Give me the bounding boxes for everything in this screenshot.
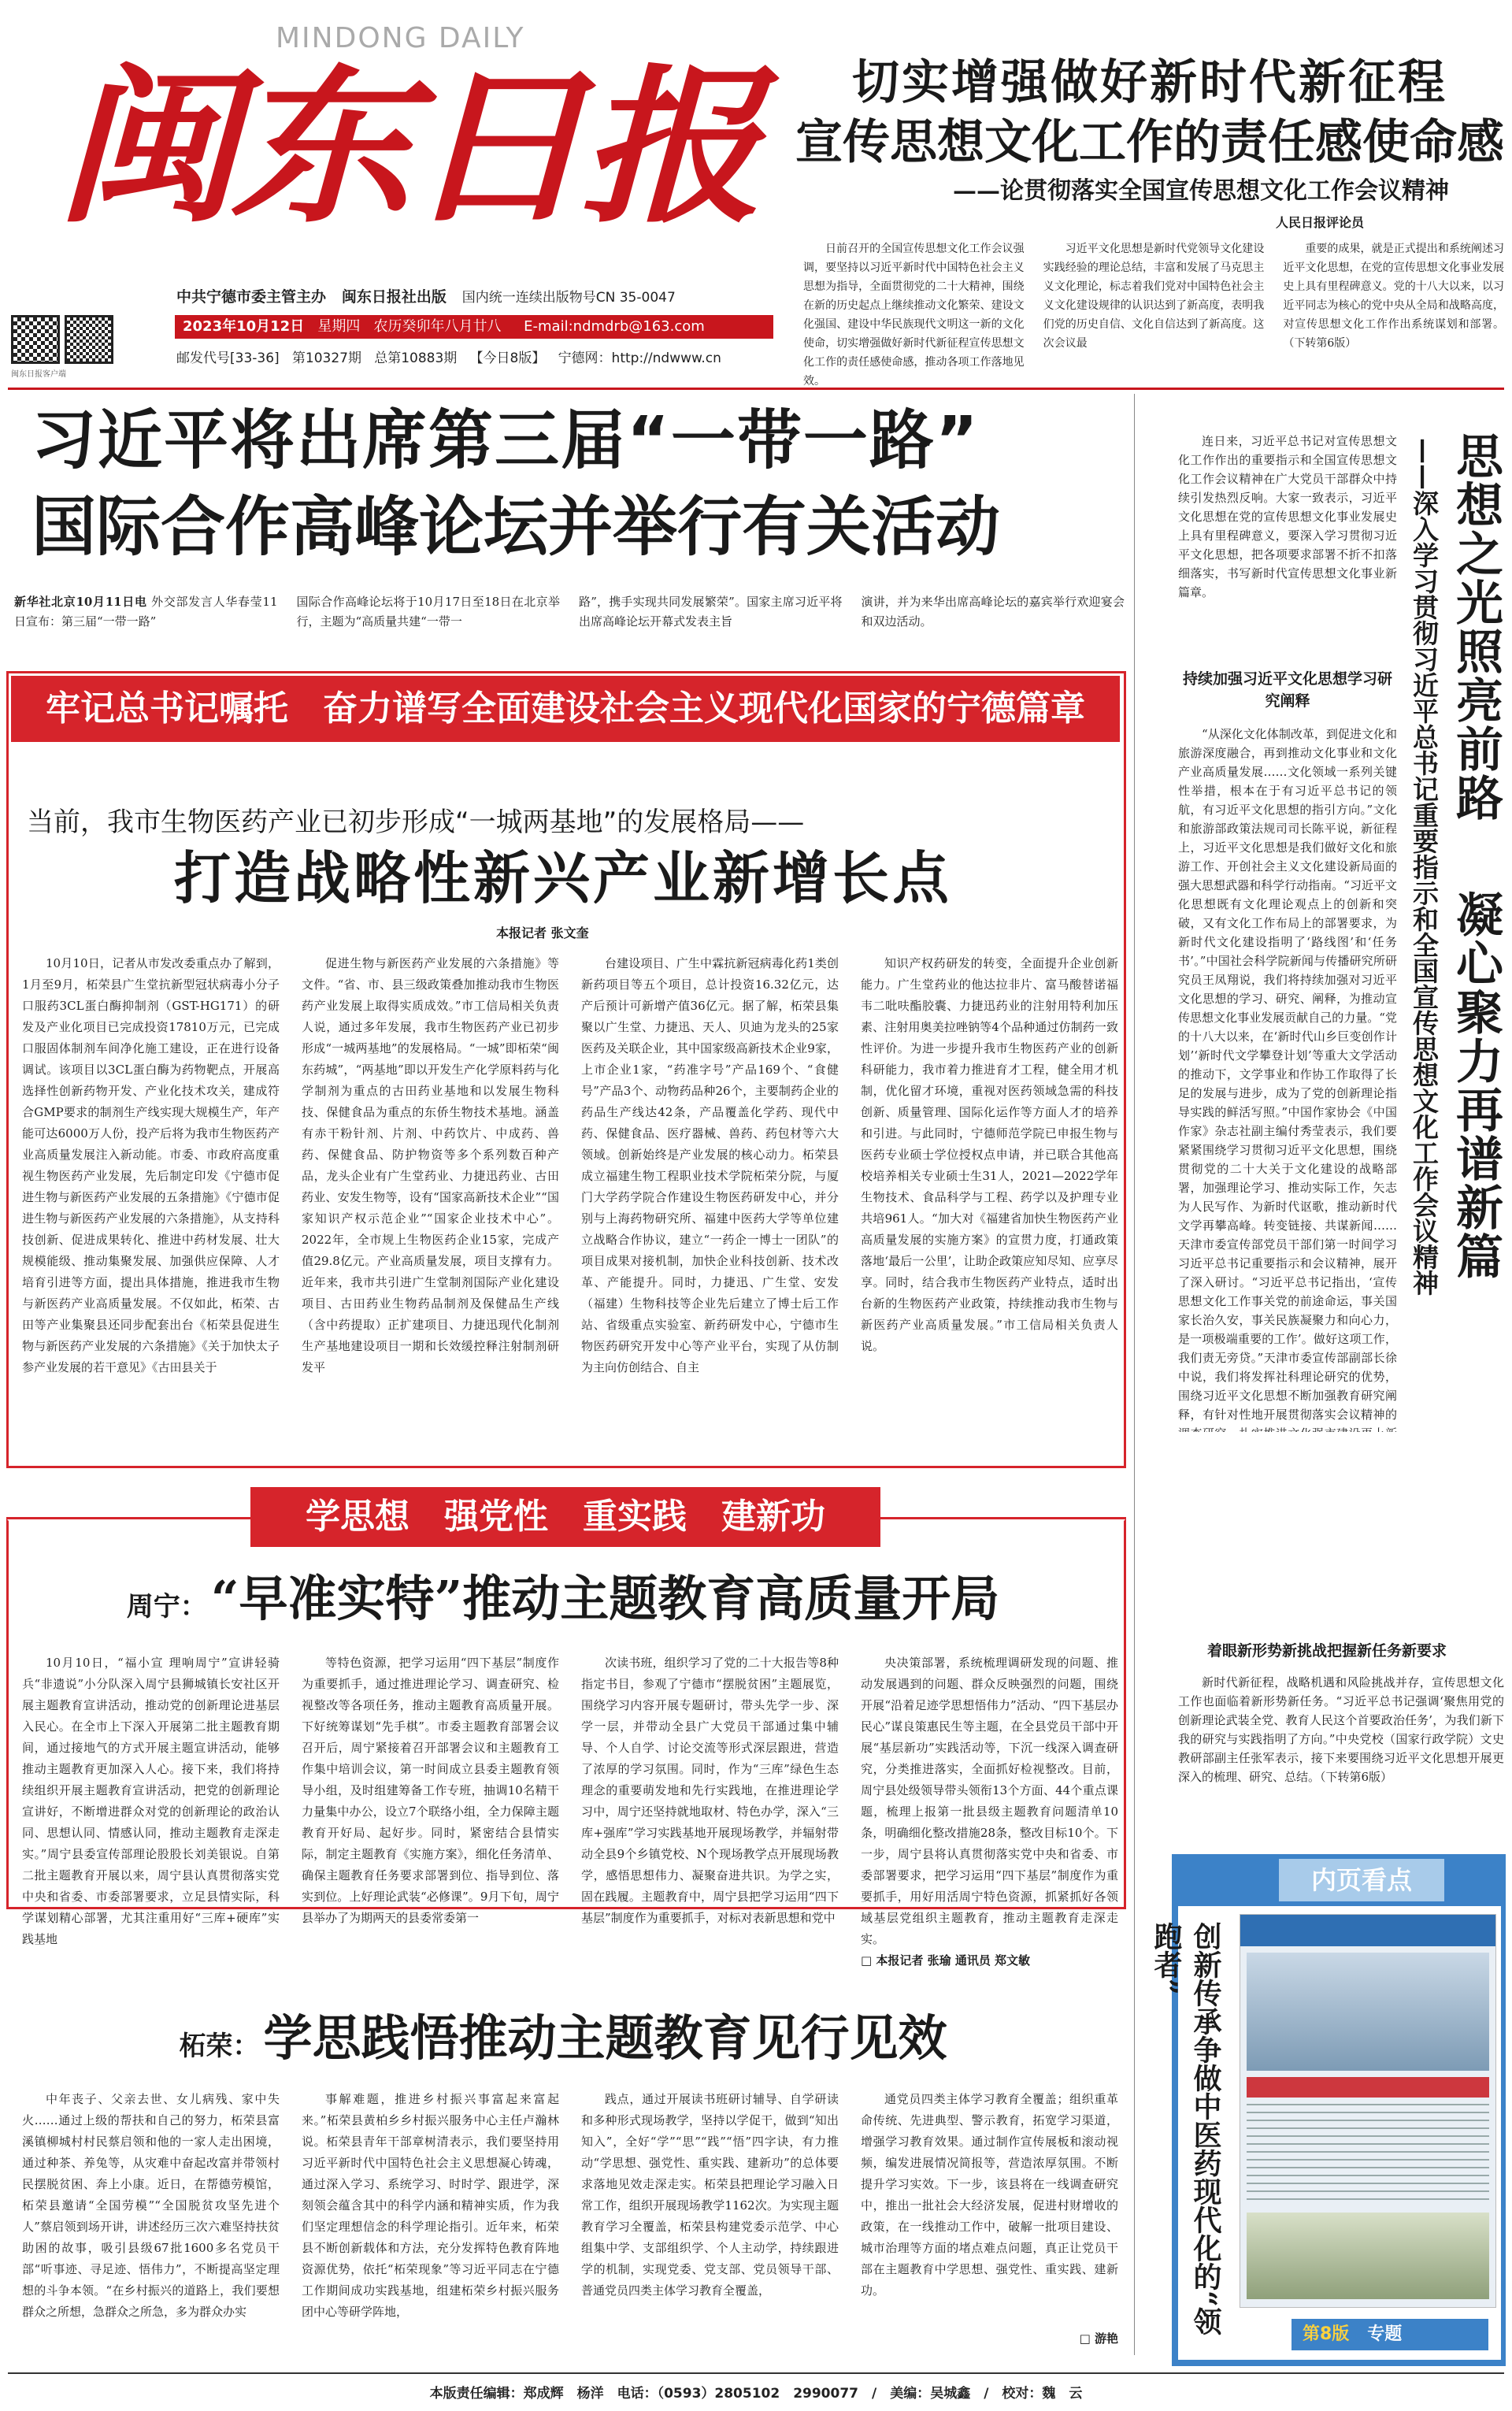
headline-col-2: 国际合作高峰论坛将于10月17日至18日在北京举行，主题为“高质量共建“一带一	[296, 595, 560, 629]
total-issue: 总第10883期	[374, 351, 458, 366]
article3-byline: □ 游艳	[1079, 2331, 1118, 2346]
banner-1-text: 牢记总书记嘱托 奋力谱写全面建设社会主义现代化国家的宁德篇章	[46, 688, 1085, 729]
postal-code: 邮发代号[33-36]	[176, 351, 280, 366]
thumb-heading	[1247, 2077, 1489, 2098]
sidebar-title-2: 凝心聚力再谱新篇	[1448, 890, 1503, 1281]
sidebar-title-1: 思想之光照亮前路	[1448, 432, 1503, 822]
date: 2023年10月12日	[183, 318, 305, 335]
masthead-logo: 闽东日报	[55, 47, 755, 246]
rule-top	[8, 388, 1504, 390]
article3-col-4: 通党员四类主体学习教育全覆盖；组织重革命传统、先进典型、警示教育，拓宽学习渠道，增强学习教育效果。通过制作宣传展板和滚动视频，编发进展情况简报等，营造浓厚氛围。不断提升学习实效。下一步，该县将在一线调查研究中，推出一批社会大经济发展，促进村财增收的政策，在一线推动工作中，破解一批项目建设、城市治理等方面的堵点难点问题，真正让党员干部在主题教育中学思想、强党性、重实践、建新功。	[861, 2092, 1118, 2298]
dateline: 新华社北京10月11日电	[14, 595, 147, 609]
article3-headline	[0, 2007, 1126, 2070]
article2-col-3: 次读书班，组织学习了党的二十大报告等8种指定书目，参观了宁德市“摆脱贫困”主题展览，围绕学习内容开展专题研讨，带头先学一步、深学一层，并带动全县广大党员干部通过集中辅导、个人自学、讨论交流等形式深层跟进，营造了浓厚的学习氛围。同时，作为“三库”绿色生态理念的重要萌发地和先行实践地，在推进理论学习中，周宁还坚持就地取材、特色办学，深入“三库+强库”学习实践基地开展现场教学，并辐射带动全县9个乡镇党校、N个现场教学点开展现场教学，感悟思想伟力、凝聚奋进共识。为学之实，固在践履。主题教育中，周宁县把学习运用“四下基层”制度作为重要抓手，对标对表新思想和党中	[581, 1656, 839, 1925]
cn-number: 国内统一连续出版物号CN 35-0047	[461, 290, 676, 306]
sidebar-vertical-subtitle: ——深入学习贯彻习近平总书记重要指示和全国宣传思想文化工作会议精神	[1409, 438, 1440, 1296]
article3-col-1: 中年丧子、父亲去世、女儿病残、家中失火……通过上级的帮扶和自己的努力，柘荣县富溪镇柳城村村民蔡启领和他的一家人走出困境，通过种茶、养兔等，从灾难中奋起改富并带领村民摆脱贫困、奔上小康。近日，在帮德劳模馆，柘荣县邀请“全国劳模”“全国脱贫攻坚先进个人”蔡启领到场开讲，讲述经历三次六难坚持扶贫助困的故事，吸引县级67批1600多名党员干部“听事迹、寻足迹、悟伟力”，不断提高坚定理想的斗争本领。“在乡村振兴的道路上，我们要想群众之所想，急群众之所急，多为群众办实	[22, 2092, 280, 2319]
article3-col-3: 践点，通过开展读书班研讨辅导、自学研读和多种形式现场教学，坚持以学促干，做到“知出知入”，全好“学”“思”“践”“悟”四字诀，有力推动“学思想、强党性、重实践、建新功”的总体要求落地见效走深走实。柘荣县把理论学习融入日常工作，组织开展现场教学1162次。为实现主题教育学习全覆盖，柘荣县构建党委示范学、中心组集中学、支部组织学、个人主动学，持续跟进学的机制，实现党委、党支部、党员领导干部、普通党员四类主体学习教育全覆盖，	[581, 2092, 839, 2298]
editorial-columns	[803, 239, 1505, 388]
inside-page-tag: 专题	[1367, 2324, 1403, 2344]
thumb-photo-1	[1247, 1953, 1489, 2071]
article2-title: “早准实特”推动主题教育高质量开局	[210, 1570, 1000, 1627]
article1-columns	[22, 953, 1118, 1457]
editorial-subtitle: ——论贯彻落实全国宣传思想文化工作会议精神	[953, 177, 1449, 205]
thumb-text-lines	[1247, 2104, 1489, 2206]
masthead-english: MINDONG DAILY	[276, 22, 525, 54]
article2-byline: □ 本报记者 张瑜 通讯员 郑文敏	[861, 1953, 1031, 1968]
article2-col-4: 央决策部署，系统梳理调研发现的问题、推动发展遇到的问题、群众反映强烈的问题，围绕开展“沿着足迹学思想悟伟力”活动、“四下基层办民心”谋良策惠民生等主题，在全县党员干部中开展“基层新功”实践活动等，下沉一线深入调查研究，分类推进落实，全面抓好检视整改。目前，周宁县处级领导带头领衔13个方面、44个重点课题，梳理上报第一批县级主题教育问题清单10条，明确细化整改措施28条，整改目标10个。下一步，周宁县将认真贯彻落实党中央和省委、市委部署要求，把学习运用“四下基层”制度作为重要抓手，用好用活周宁特色资源，抓紧抓好各领域基层党组织主题教育，推动主题教育走深走实。	[861, 1656, 1118, 1946]
issue-number: 第10327期	[291, 351, 361, 366]
editorial-title-1: 切实增强做好新时代新征程	[852, 55, 1447, 110]
email: E-mail:ndmdrb@163.com	[524, 318, 705, 335]
qr-caption: 闽东日报客户端	[11, 370, 66, 379]
article1-col-1: 10月10日，记者从市发改委重点办了解到，1月至9月，柘荣县广生堂抗新型冠状病毒小分子口服药3CL蛋白酶抑制剂（GST-HG171）的研发及产业化项目已完成投资17810万元，已完成口服固体制剂车间净化施工建设，正在进行设备调试。该项目以3CL蛋白酶为药物靶点，开展高选择性创新药物开发、产业化技术攻关，建成符合GMP要求的制剂生产线实现大规模生产，年产能可达6000万人份，投产后将为我市生物医药产业高质量发展注入新动能。市委、市政府高度重视生物医药产业发展，先后制定印发《宁德市促进生物与新医药产业发展的五条措施》《宁德市促进生物与新医药产业发展的六条措施》，从支持科技创新、促进成果转化、推进中药材发展、壮大规模能级、推动集聚发展、加强供应保障、人才培育引进等方面，提出具体措施，推进我市生物与新医药产业高质量发展。不仅如此，柘荣、古田等产业集聚县还同步配套出台《柘荣县促进生物与新医药产业发展的六条措施》《关于加快太子参产业发展的若干意见》《古田县关于	[22, 956, 280, 1374]
article2-frame-top-left	[6, 1517, 250, 1519]
inside-page-label	[1292, 2319, 1488, 2350]
publisher: 闽东日报社出版	[341, 288, 447, 306]
sidebar-mid-text: “从深化文化体制改革，到促进文化和旅游深度融合，再到推动文化事业和文化产业高质量发展……文化领域一系列关键性举措，根本在于有习近平总书记的领航，有习近平文化思想的指引方向。”文化和旅游部政策法规司司长陈平说，新征程上，习近平文化思想是我们做好文化和旅游工作、开创社会主义文化建设新局面的强大思想武器和科学行动指南。“习近平文化思想既有文化理论观点上的创新和突破，又有文化工作布局上的部署要求，为新时代文化建设指明了‘路线图’和‘任务书’。”中国社会科学院新闻与传播研究所研究员王凤翔说，我们将持续加强对习近平文化思想的学习、研究、阐释，为推动宣传思想文化事业发展贡献自己的力量。“党的十八大以来，在‘新时代山乡巨变创作计划’‘新时代文学攀登计划’等重大文学活动的推动下，文学事业和作协工作取得了长足的发展与进步，成为了党的创新理论指导实践的鲜活写照。”中国作家协会《中国作家》杂志社副主编付秀莹表示，我们要紧紧围绕学习贯彻习近平文化思想，围绕贯彻党的二十大关于文化建设的战略部署，加强理论学习、推动实际工作，矢志为人民写作、为新时代讴歌，推动新时代文学再攀高峰。转变链接、共谋新闻……天津市委宣传部党员干部们第一时间学习习近平总书记重要指示和会议精神，展开了深入研讨。“习近平总书记指出，‘宣传思想文化工作事关党的前途命运，事关国家长治久安，事关民族凝聚力和向心力，是一项极端重要的工作’。做好这项工作，我们责无旁贷。”天津市委宣传部副部长徐中说，我们将发挥社科理论研究的优势，围绕习近平文化思想不断加强教育研究阐释，有针对性地开展贯彻落实会议精神的	[1178, 727, 1397, 1422]
article1-col-3: 台建设项目、广生中霖抗新冠病毒化药1类创新药项目等五个项目，总计投资16.32亿元，达产后预计可新增产值36亿元。据了解，柘荣县集聚以广生堂、力捷迅、天人、贝迪为龙头的25家医药及关联企业，其中国家级高新技术企业9家，上市企业1家，“药准字号”产品169个、“食健号”产品3个、动物药品种26个，主要制药企业的药品生产线达42条，产品覆盖化学药、现代中药、保健食品、医疗器械、兽药、药包材等六大领域。创新始终是产业发展的核心动力。柘荣县成立福建生物工程职业技术学院柘荣分院，与厦门大学药学院合作建设生物医药研发中心，并分别与上海药物研究所、福建中医药大学等单位建立战略合作协议，建立“一药企一博士一团队”的项目成果对接机制，加快企业科技创新、技术改革、产能提升。同时，力捷迅、广生堂、安发（福建）生物科技等企业先后建立了博士后工作站、省级重点实验室、新药研发中心，宁德市生物医药研究开发中心等产业平台，实现了从仿制为主向仿创结合、自主	[581, 956, 839, 1374]
article2-prefix: 周宁：	[126, 1591, 207, 1623]
weekday: 星期四	[317, 318, 361, 335]
masthead	[0, 0, 788, 394]
page-count: 【今日8版】	[469, 351, 546, 366]
lunar-date: 农历癸卯年八月廿八	[373, 318, 502, 335]
page8-thumbnail[interactable]	[1240, 1914, 1496, 2308]
article3-columns	[22, 2089, 1118, 2349]
article1-title: 打造战略性新兴产业新增长点	[173, 844, 952, 911]
masthead-info-row3	[176, 347, 721, 366]
article2-frame-top-right	[880, 1517, 1126, 1519]
article1-col-4: 知识产权药研发的转变，全面提升企业创新能力。广生堂药业的他达拉非片、富马酸替诺福韦二吡呋酯胶囊、力捷迅药业的注射用特利加压素、注射用奥美拉唑钠等4个品种通过仿制药一致性评价。为进一步提升我市生物医药产业的创新科研能力，我市着力推进育才工程，健全用才机制，优化留才环境，重视对医药领域急需的科技创新、质量管理、国际化运作等方面人才的培养和引进。与此同时，宁德师范学院已申报生物与医药专业硕士学位授权点申请，并已联合其他高校培养相关专业硕士生31人，2021—2022学年生物技术、食品科学与工程、药学以及护理专业共培961人。“加大对《福建省加快生物医药产业高质量发展的实施方案》的宣贯力度，打通政策落地‘最后一公里’，让助企政策应知尽知、应享尽享。同时，结合我市生物医药产业特点，适时出台新的生物医药产业政策，持续推动我市生物与新医药产业高质量发展。”市工信局相关负责人说。	[861, 956, 1118, 1353]
headline-line-2: 国际合作高峰论坛并举行有关活动	[32, 490, 1001, 565]
article2-headline	[0, 1567, 1126, 1630]
editorial-col-1: 日前召开的全国宣传思想文化工作会议强调，要坚持以习近平新时代中国特色社会主义思想为指导，全面贯彻党的二十大精神，围绕在新的历史起点上继续推动文化繁荣、建设文化强国、建设中华民族现代文明这一新的文化使命，切实增强做好新时代新征程宣传思想文化工作的责任感使命感，推动各项工作落地见效。	[803, 243, 1025, 388]
sidebar-divider	[1134, 394, 1135, 2355]
footer-credits: 本版责任编辑：郑成辉 杨洋 电话：（0593）2805102 2990077 / 美编：吴城鑫 / 校对：魏 云	[429, 2386, 1083, 2402]
headline-body	[14, 592, 1125, 652]
qr-code-app	[11, 315, 60, 364]
editorial-col-3: 重要的成果，就是正式提出和系统阐述习近平文化思想，在党的宣传思想文化事业发展史上具有里程碑意义。党的十八大以来，以习近平同志为核心的党中央从全局和战略高度，对宣传思想文化工作作出系统谋划和部署。（下转第6版）	[1283, 243, 1505, 350]
thumb-header	[1240, 1915, 1495, 1946]
editorial-byline: 人民日报评论员	[1276, 215, 1365, 230]
article3-col-2: 事解难题，推进乡村振兴事富起来富起来。”柘荣县黄柏乡乡村振兴服务中心主任卢瀚林说。柘荣县青年干部章树清表示，我们要坚持用习近平新时代中国特色社会主义思想凝心铸魂，通过深入学习、系统学习、时时学、跟进学，深刻领会蕴含其中的科学内涵和精神实质，作为我们坚定理想信念的科学理论指引。近年来，柘荣县不断创新载体和方法，充分发挥特色教育阵地资源优势，依托“柘荣现象”等习近平同志在宁德工作期间成功实践基地，组建柘荣乡村振兴服务团中心等研学阵地，	[302, 2092, 559, 2319]
sidebar-top-text: 连日来，习近平总书记对宣传思想文化工作作出的重要指示和全国宣传思想文化工作会议精神在广大党员干部群众中持续引发热烈反响。大家一致表示，习近平文化思想在党的宣传思想文化事业发展史上具有里程碑意义，要深入学习贯彻习近平文化思想，把各项要求部署不折不扣落细落实，书写新时代宣传思想文化事业新篇章。	[1178, 434, 1397, 599]
article3-title: 学思践悟推动主题教育见行见效	[263, 2009, 947, 2067]
sidebar-bottom-text: 新时代新征程，战略机遇和风险挑战并存，宣传思想文化工作也面临着新形势新任务。“习近平总书记强调‘聚焦用党的创新理论武装全党、教育人民这个首要政治任务’，为我们新下我的研究与实践指明了方向。”中央党校（国家行政学院）文史教研部副主任张军表示，接下来要围绕习近平文化思想开展更深入的梳理、研究、总结。（下转第6版）	[1178, 1675, 1504, 1784]
sponsor: 中共宁德市委主管主办	[176, 288, 327, 306]
sidebar-subhead-1: 持续加强习近平文化思想学习研究阐释	[1182, 670, 1392, 710]
headline-col-4: 演讲，并为来华出席高峰论坛的嘉宾举行欢迎宴会和双边活动。	[861, 595, 1125, 629]
sidebar-mid-text-wide	[1178, 1432, 1504, 1637]
website: 宁德网：http://ndwww.cn	[558, 351, 721, 366]
article1-col-2: 促进生物与新医药产业发展的六条措施》等文件。“省、市、县三级政策叠加推动我市生物医药产业发展上取得实质成效。”市工信局相关负责人说，通过多年发展，我市生物医药产业已初步形成“一城两基地”的发展格局。“一城”即柘荣“闽东药城”，“两基地”即以开发生产化学原料药与化学制剂为重点的古田药业基地和以发展生物科技、保健食品为重点的东侨生物技术基地。涵盖有赤干粉针剂、片剂、中药饮片、中成药、兽药、保健食品、防护物资等多个系列数百种产品，龙头企业有广生堂药业、力捷迅药业、古田药业、安发生物等，设有“国家高新技术企业”“国家知识产权示范企业”“国家企业技术中心”。2022年，全市规上生物医药企业15家，完成产值29.8亿元。产业高质量发展，项目支撑有力。近年来，我市共引进广生堂制剂国际产业化建设项目、古田药业生物药品制剂及保健品生产线（含中药提取）正扩建项目、力捷迅现代化制剂生产基地建设项目一期和长效缓控释注射制剂研发平	[302, 956, 559, 1374]
masthead-info-row1	[176, 285, 676, 306]
article2-col-2: 等特色资源，把学习运用“四下基层”制度作为重要抓手，通过推进理论学习、调查研究、检视整改等各项任务，推动主题教育高质量开展。下好统筹谋划“先手棋”。市委主题教育部署会议召开后，周宁紧接着召开部署会议和主题教育工作集中培训会议，第一时间成立县委主题教育领导小组，及时组建筹备工作专班，抽调10名精干力量集中办公，设立7个联络小组，全力保障主题教育开好局、起好步。同时，紧密结合县情实际，制定主题教育《实施方案》，细化任务清单、确保主题教育任务要求部署到位、指导到位、落实到位。上好理论武装“必修课”。9月下旬，周宁县举办了为期两天的县委常委第一	[302, 1656, 559, 1925]
article1-kicker: 当前，我市生物医药产业已初步形成“一城两基地”的发展格局——	[27, 807, 805, 838]
editorial-box	[788, 33, 1512, 388]
sidebar-subhead-2: 着眼新形势新挑战把握新任务新要求	[1206, 1642, 1447, 1660]
headline-col-3: 路”，携手实现共同发展繁荣”。国家主席习近平将出席高峰论坛开幕式发表主旨	[579, 595, 843, 629]
footer-rule	[8, 2372, 1504, 2374]
editorial-title-2: 宣传思想文化工作的责任感使命感	[795, 115, 1504, 170]
inside-look-title: 创新传承争做中医药现代化的“领跑者”	[1150, 1922, 1222, 2335]
article2-columns	[22, 1652, 1118, 1968]
article3-prefix: 柘荣：	[179, 2031, 260, 2062]
headline-col-1: 外交部发言人华春莹11日宣布：第三届“一带一路”	[14, 595, 278, 629]
banner-2-text: 学思想 强党性 重实践 建新功	[306, 1497, 825, 1537]
inside-look-header: 内页看点	[1310, 1865, 1412, 1895]
editorial-col-2: 习近平文化思想是新时代党领导文化建设实践经验的理论总结，丰富和发展了马克思主义文化理论，标志着我们党对中国特色社会主义文化建设规律的认识达到了新高度，表明我们党的历史自信、文化自信达到了新高度。这次会议最	[1043, 243, 1265, 350]
thumb-photo-2	[1247, 2213, 1489, 2299]
article1-byline: 本报记者 张文奎	[496, 925, 589, 940]
masthead-date-bar	[175, 315, 773, 339]
article2-col-1: 10月10日，“福小宣 理响周宁”宣讲轻骑兵“非遗说”小分队深入周宁县狮城镇长安社区开展主题教育宣讲活动，推动党的创新理论进基层入民心。在全市上下深入开展第二批主题教育期间，通过接地气的方式开展主题宣讲活动，能够推动主题教育更加深入人心。接下来，我们将持续组织开展主题教育宣讲活动，把党的创新理论宣讲好，不断增进群众对党的创新理论的政治认同、思想认同、情感认同，推动主题教育走深走实。”周宁县委宣传部理论股股长刘美银说。自第二批主题教育开展以来，周宁县认真贯彻落实党中央和省委、市委部署要求，立足县情实际，科学谋划精心部署，尤其注重用好“三库+硬库”实践基地	[22, 1656, 280, 1946]
headline-line-1: 习近平将出席第三届“一带一路”	[32, 403, 980, 478]
qr-code-wechat	[65, 315, 113, 364]
inside-page-number: 第8版	[1303, 2324, 1350, 2344]
